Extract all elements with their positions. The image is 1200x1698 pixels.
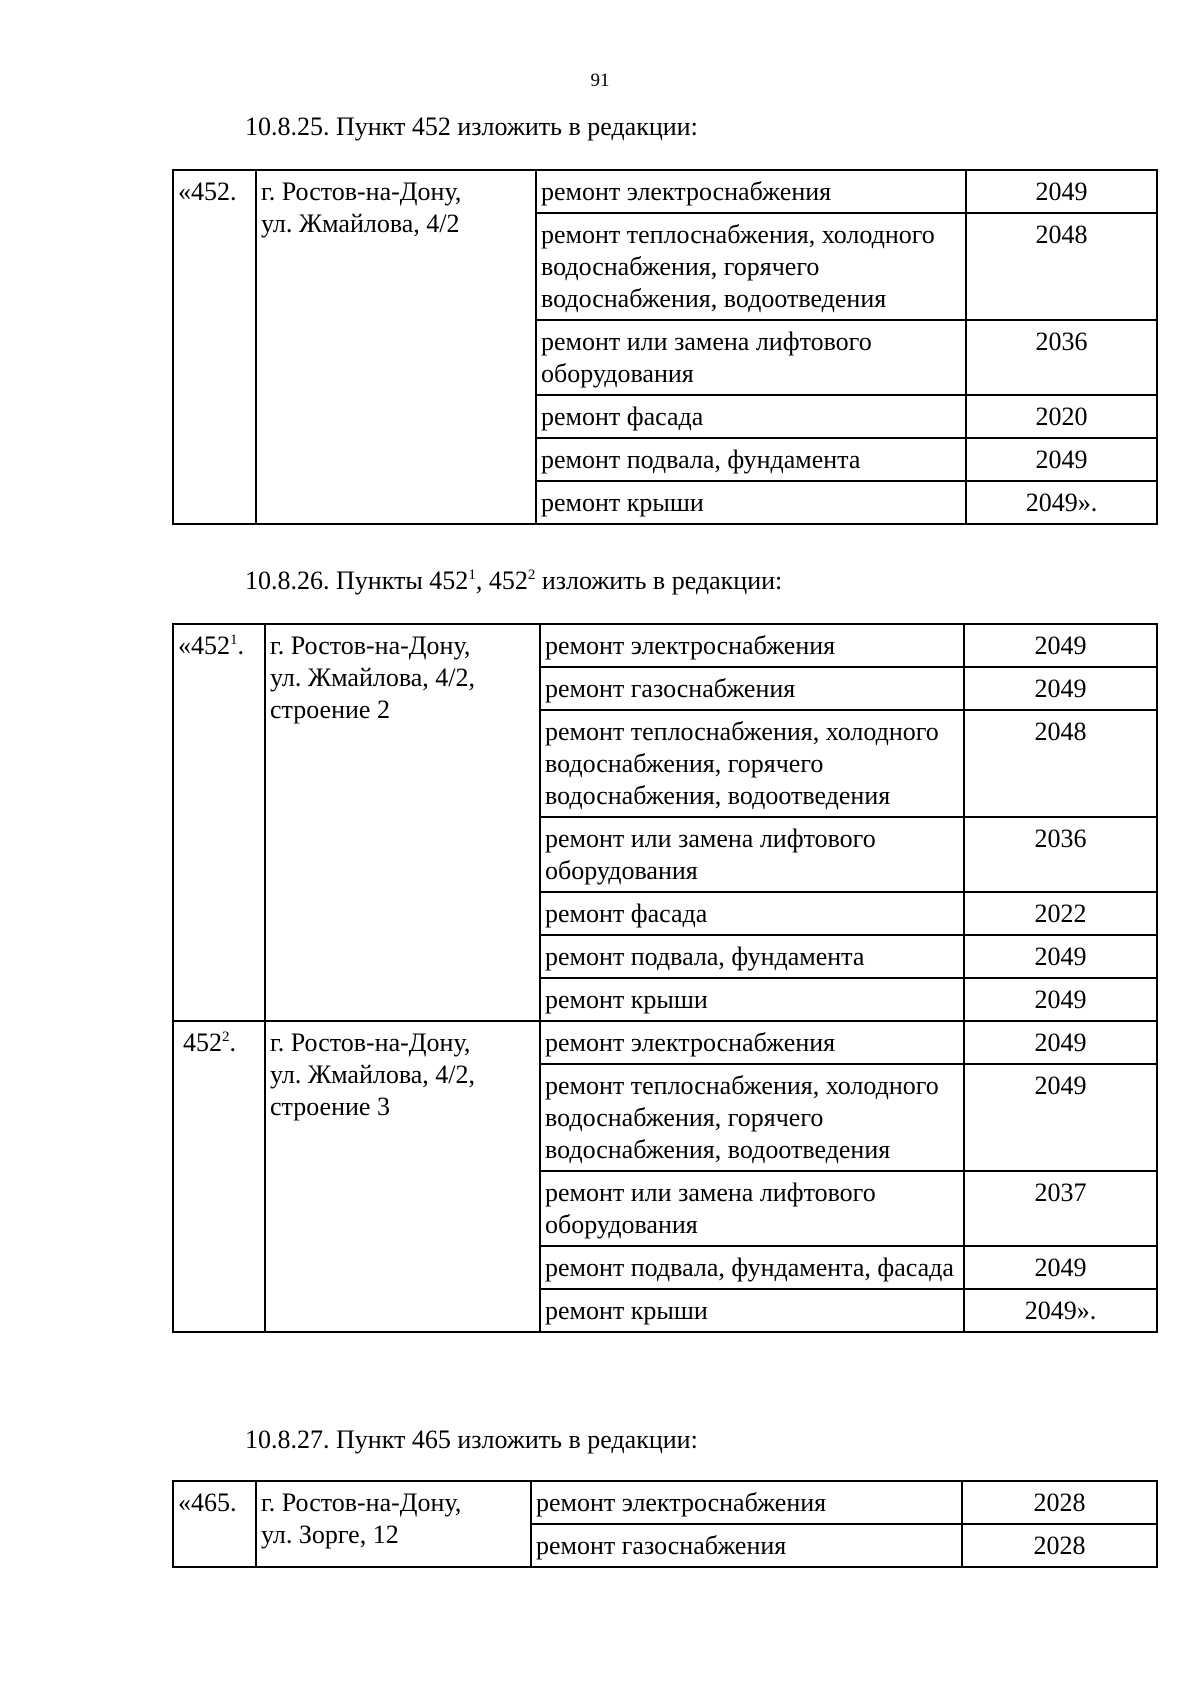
table-item-465 [172, 1480, 1158, 1568]
item-number [173, 624, 265, 1021]
work-year: 2036 [966, 320, 1157, 395]
superscript: 1 [468, 567, 476, 583]
work-name: ремонт или замена лифтового оборудования [536, 320, 966, 395]
work-name: ремонт фасада [536, 395, 966, 438]
work-name: ремонт электроснабжения [540, 624, 964, 667]
section-heading-10-8-27: 10.8.27. Пункт 465 изложить в редакции: [245, 1425, 698, 1454]
number-tail: . [229, 1028, 236, 1057]
address-line: строение 3 [270, 1092, 390, 1121]
work-year: 2020 [966, 395, 1157, 438]
page-number: 91 [590, 70, 610, 91]
work-year: 2049 [964, 1246, 1157, 1289]
address-line: ул. Жмайлова, 4/2 [261, 209, 460, 238]
work-name: ремонт газоснабжения [540, 667, 964, 710]
address-cell [265, 1021, 540, 1332]
address-line: г. Ростов-на-Дону, [261, 1488, 462, 1517]
superscript: 2 [222, 1029, 230, 1045]
work-name: ремонт теплоснабжения, холодного водоснабжения, горячего водоснабжения, водоотведения [536, 213, 966, 320]
address-cell [256, 1481, 531, 1567]
work-year: 2022 [964, 892, 1157, 935]
table-row [173, 1021, 1157, 1064]
table-items-452-1-452-2 [172, 623, 1158, 1333]
work-name: ремонт газоснабжения [531, 1524, 962, 1567]
superscript: 2 [527, 567, 536, 583]
section-heading-10-8-25: 10.8.25. Пункт 452 изложить в редакции: [245, 112, 698, 141]
work-name: ремонт фасада [540, 892, 964, 935]
item-number: «452. [173, 170, 256, 524]
heading-text: изложить в редакции: [535, 566, 783, 595]
work-year: 2049 [966, 438, 1157, 481]
work-year: 2049 [964, 1021, 1157, 1064]
work-name: ремонт электроснабжения [540, 1021, 964, 1064]
address-line: ул. Жмайлова, 4/2, [270, 663, 476, 692]
work-year: 2049 [964, 1064, 1157, 1171]
section-heading-10-8-26 [245, 566, 782, 596]
address-line: строение 2 [270, 695, 390, 724]
work-year: 2048 [966, 213, 1157, 320]
work-name: ремонт теплоснабжения, холодного водоснабжения, горячего водоснабжения, водоотведения [540, 1064, 964, 1171]
work-year: 2049 [964, 978, 1157, 1021]
work-year: 2048 [964, 710, 1157, 817]
address-line: ул. Зорге, 12 [261, 1520, 399, 1549]
work-year: 2049 [964, 935, 1157, 978]
heading-text: , 452 [475, 566, 528, 595]
address-cell [265, 624, 540, 1021]
work-name: ремонт теплоснабжения, холодного водоснабжения, горячего водоснабжения, водоотведения [540, 710, 964, 817]
work-year: 2036 [964, 817, 1157, 892]
work-name: ремонт электроснабжения [536, 170, 966, 213]
work-name: ремонт или замена лифтового оборудования [540, 1171, 964, 1246]
work-year: 2049». [964, 1289, 1157, 1332]
work-year: 2028 [962, 1481, 1157, 1524]
table-item-452 [172, 169, 1158, 525]
work-name: ремонт крыши [540, 978, 964, 1021]
work-year: 2049». [966, 481, 1157, 524]
work-name: ремонт крыши [540, 1289, 964, 1332]
table-row [173, 170, 1157, 213]
number-base: «452 [178, 631, 230, 660]
work-name: ремонт подвала, фундамента [540, 935, 964, 978]
table-row [173, 1481, 1157, 1524]
work-year: 2049 [966, 170, 1157, 213]
number-base: 452 [183, 1028, 222, 1057]
work-name: ремонт или замена лифтового оборудования [540, 817, 964, 892]
address-line: г. Ростов-на-Дону, [270, 1028, 471, 1057]
heading-text: 10.8.26. Пункты 452 [245, 566, 469, 595]
superscript: 1 [230, 632, 238, 648]
item-number: «465. [173, 1481, 256, 1567]
work-name: ремонт крыши [536, 481, 966, 524]
address-line: г. Ростов-на-Дону, [270, 631, 471, 660]
address-line: г. Ростов-на-Дону, [261, 177, 462, 206]
work-year: 2028 [962, 1524, 1157, 1567]
address-line: ул. Жмайлова, 4/2, [270, 1060, 476, 1089]
work-year: 2049 [964, 624, 1157, 667]
work-year: 2037 [964, 1171, 1157, 1246]
work-year: 2049 [964, 667, 1157, 710]
work-name: ремонт подвала, фундамента, фасада [540, 1246, 964, 1289]
number-tail: . [237, 631, 244, 660]
item-number [173, 1021, 265, 1332]
address-cell [256, 170, 536, 524]
work-name: ремонт подвала, фундамента [536, 438, 966, 481]
work-name: ремонт электроснабжения [531, 1481, 962, 1524]
table-row [173, 624, 1157, 667]
